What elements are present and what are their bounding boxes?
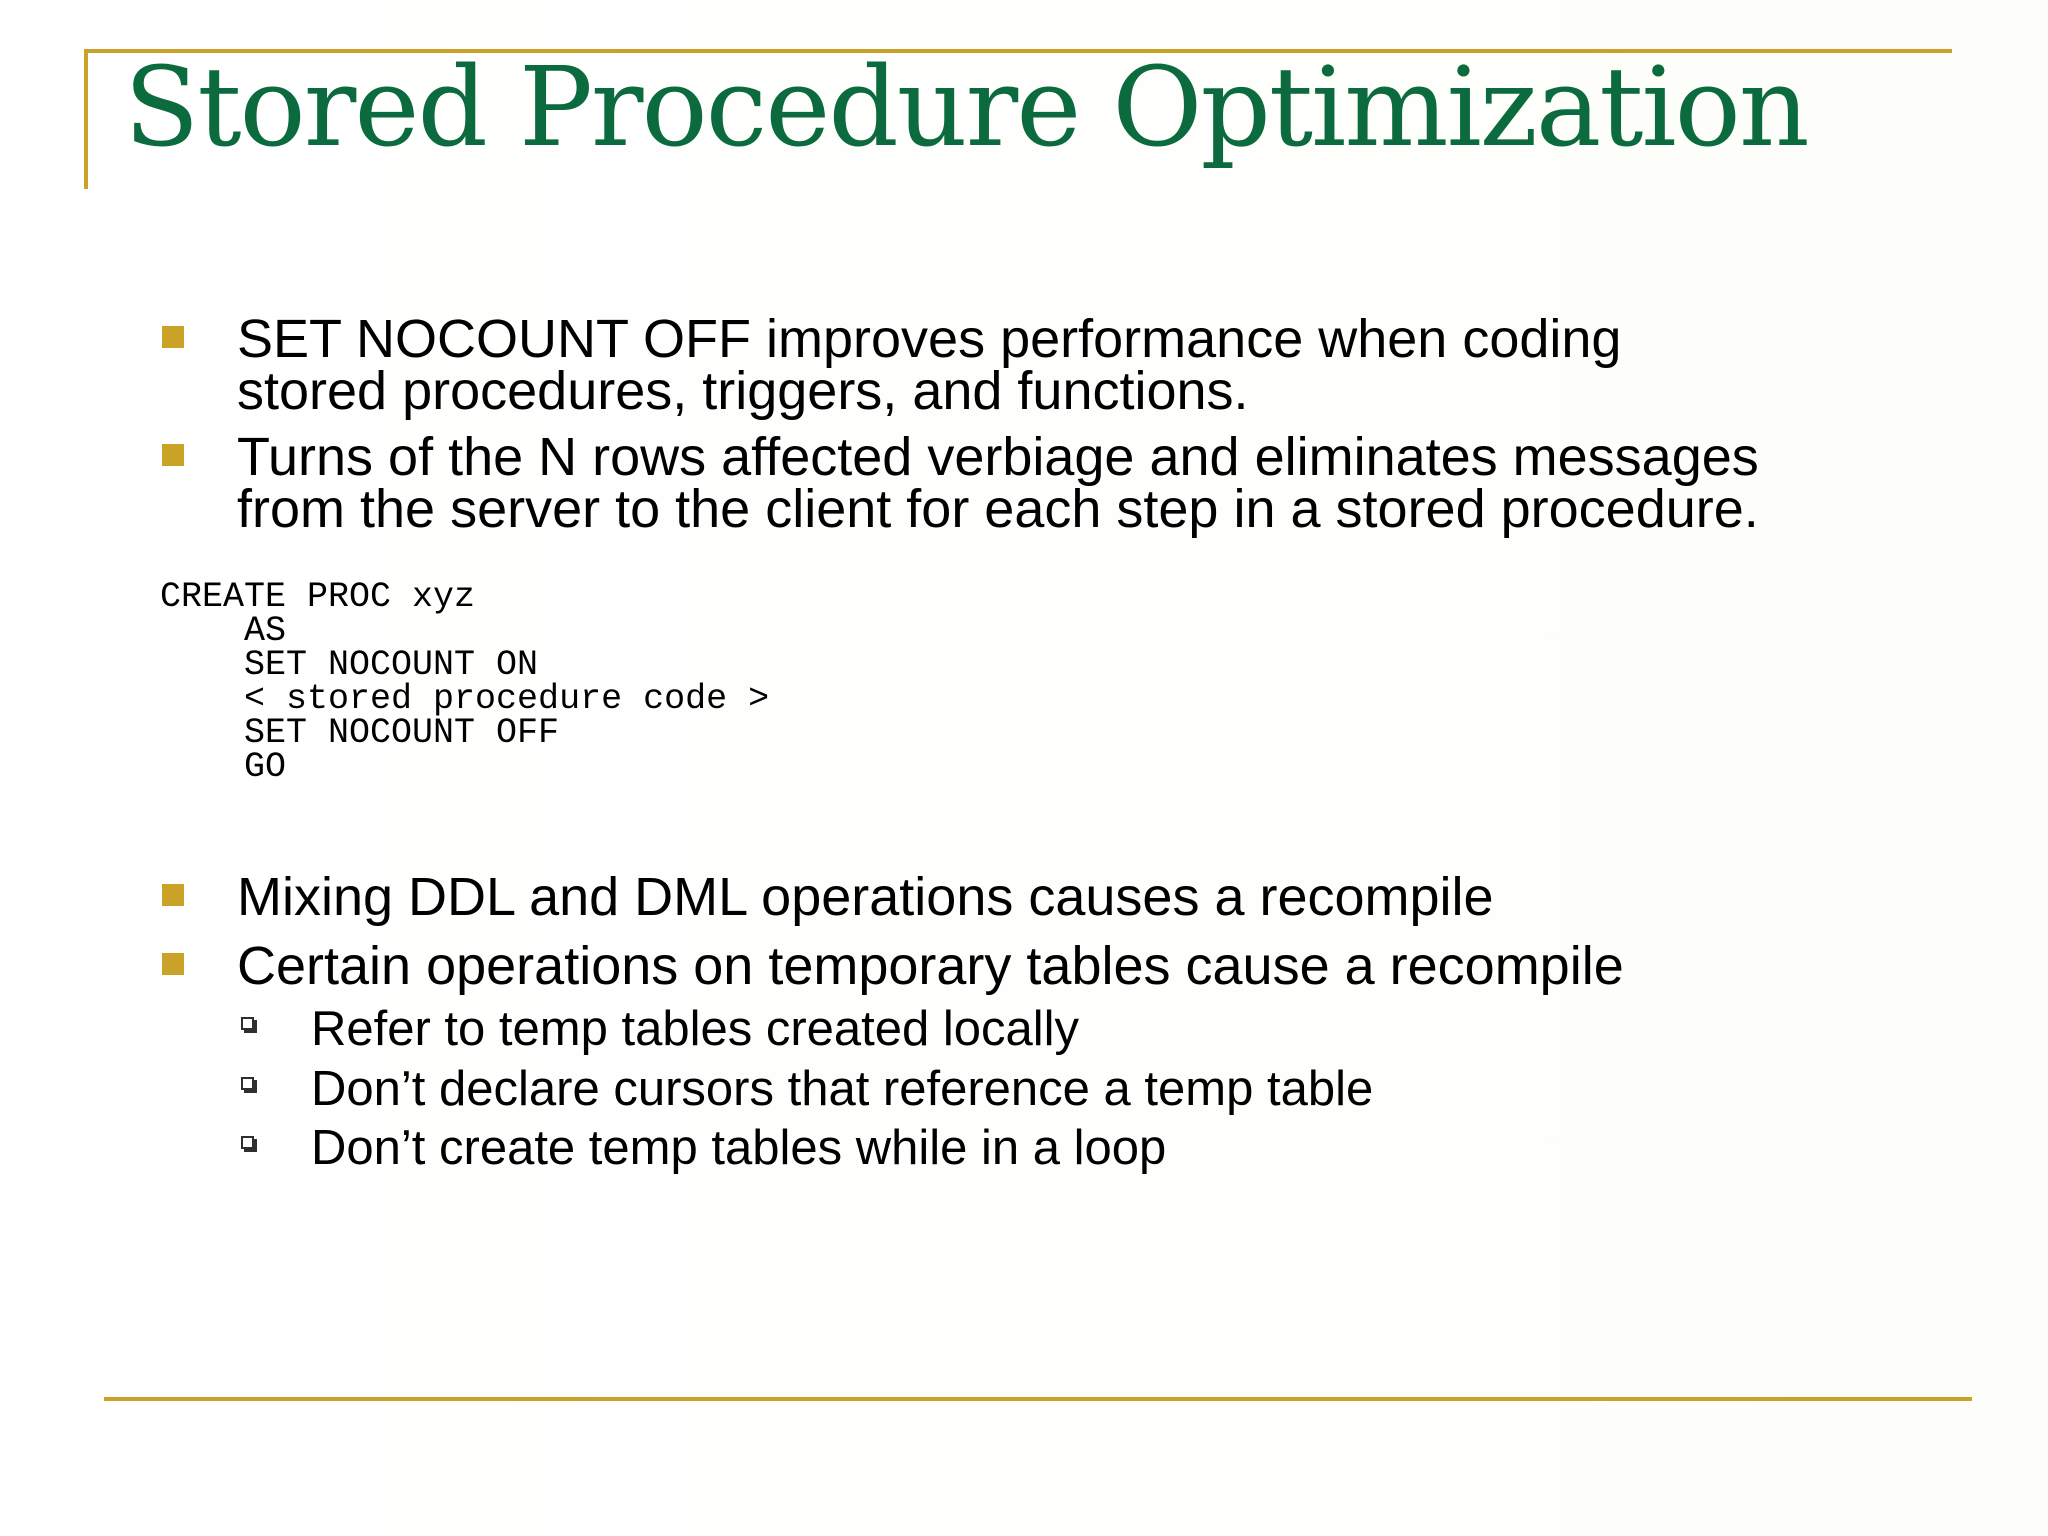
footer-rule bbox=[104, 1397, 1972, 1401]
sub-bullet-checkbox-icon bbox=[241, 1077, 254, 1090]
code-block bbox=[160, 577, 770, 787]
bullet-square-icon bbox=[162, 953, 184, 975]
code-line: GO bbox=[160, 747, 287, 787]
bullet-3: Mixing DDL and DML operations causes a recompile bbox=[237, 867, 1494, 927]
bullet-2-line-2: from the server to the client for each step in a stored procedure. bbox=[237, 479, 1759, 539]
bullet-square-icon bbox=[162, 884, 184, 906]
bullet-1-line-2: stored procedures, triggers, and functions. bbox=[237, 361, 1249, 421]
bullet-2-line-1: Turns of the N rows affected verbiage and eliminates messages bbox=[237, 427, 1759, 487]
sub-bullet-2: Don’t declare cursors that reference a temp table bbox=[311, 1062, 1374, 1116]
code-line: SET NOCOUNT OFF bbox=[160, 713, 560, 753]
code-line: CREATE PROC xyz bbox=[160, 577, 476, 617]
code-line: AS bbox=[160, 611, 287, 651]
code-line: SET NOCOUNT ON bbox=[160, 645, 539, 685]
slide-title: Stored Procedure Optimization bbox=[124, 43, 1808, 171]
bullet-1-line-1: SET NOCOUNT OFF improves performance when coding bbox=[237, 309, 1622, 369]
sub-bullet-checkbox-icon bbox=[241, 1136, 254, 1149]
bullet-square-icon bbox=[162, 326, 184, 348]
bullet-square-icon bbox=[162, 444, 184, 466]
bullet-4: Certain operations on temporary tables cause a recompile bbox=[237, 936, 1624, 996]
code-line: < stored procedure code > bbox=[160, 679, 770, 719]
title-rule-left bbox=[84, 49, 88, 189]
sub-bullet-1: Refer to temp tables created locally bbox=[311, 1002, 1080, 1056]
sub-bullet-3: Don’t create temp tables while in a loop bbox=[311, 1121, 1167, 1175]
sub-bullet-checkbox-icon bbox=[241, 1017, 254, 1030]
